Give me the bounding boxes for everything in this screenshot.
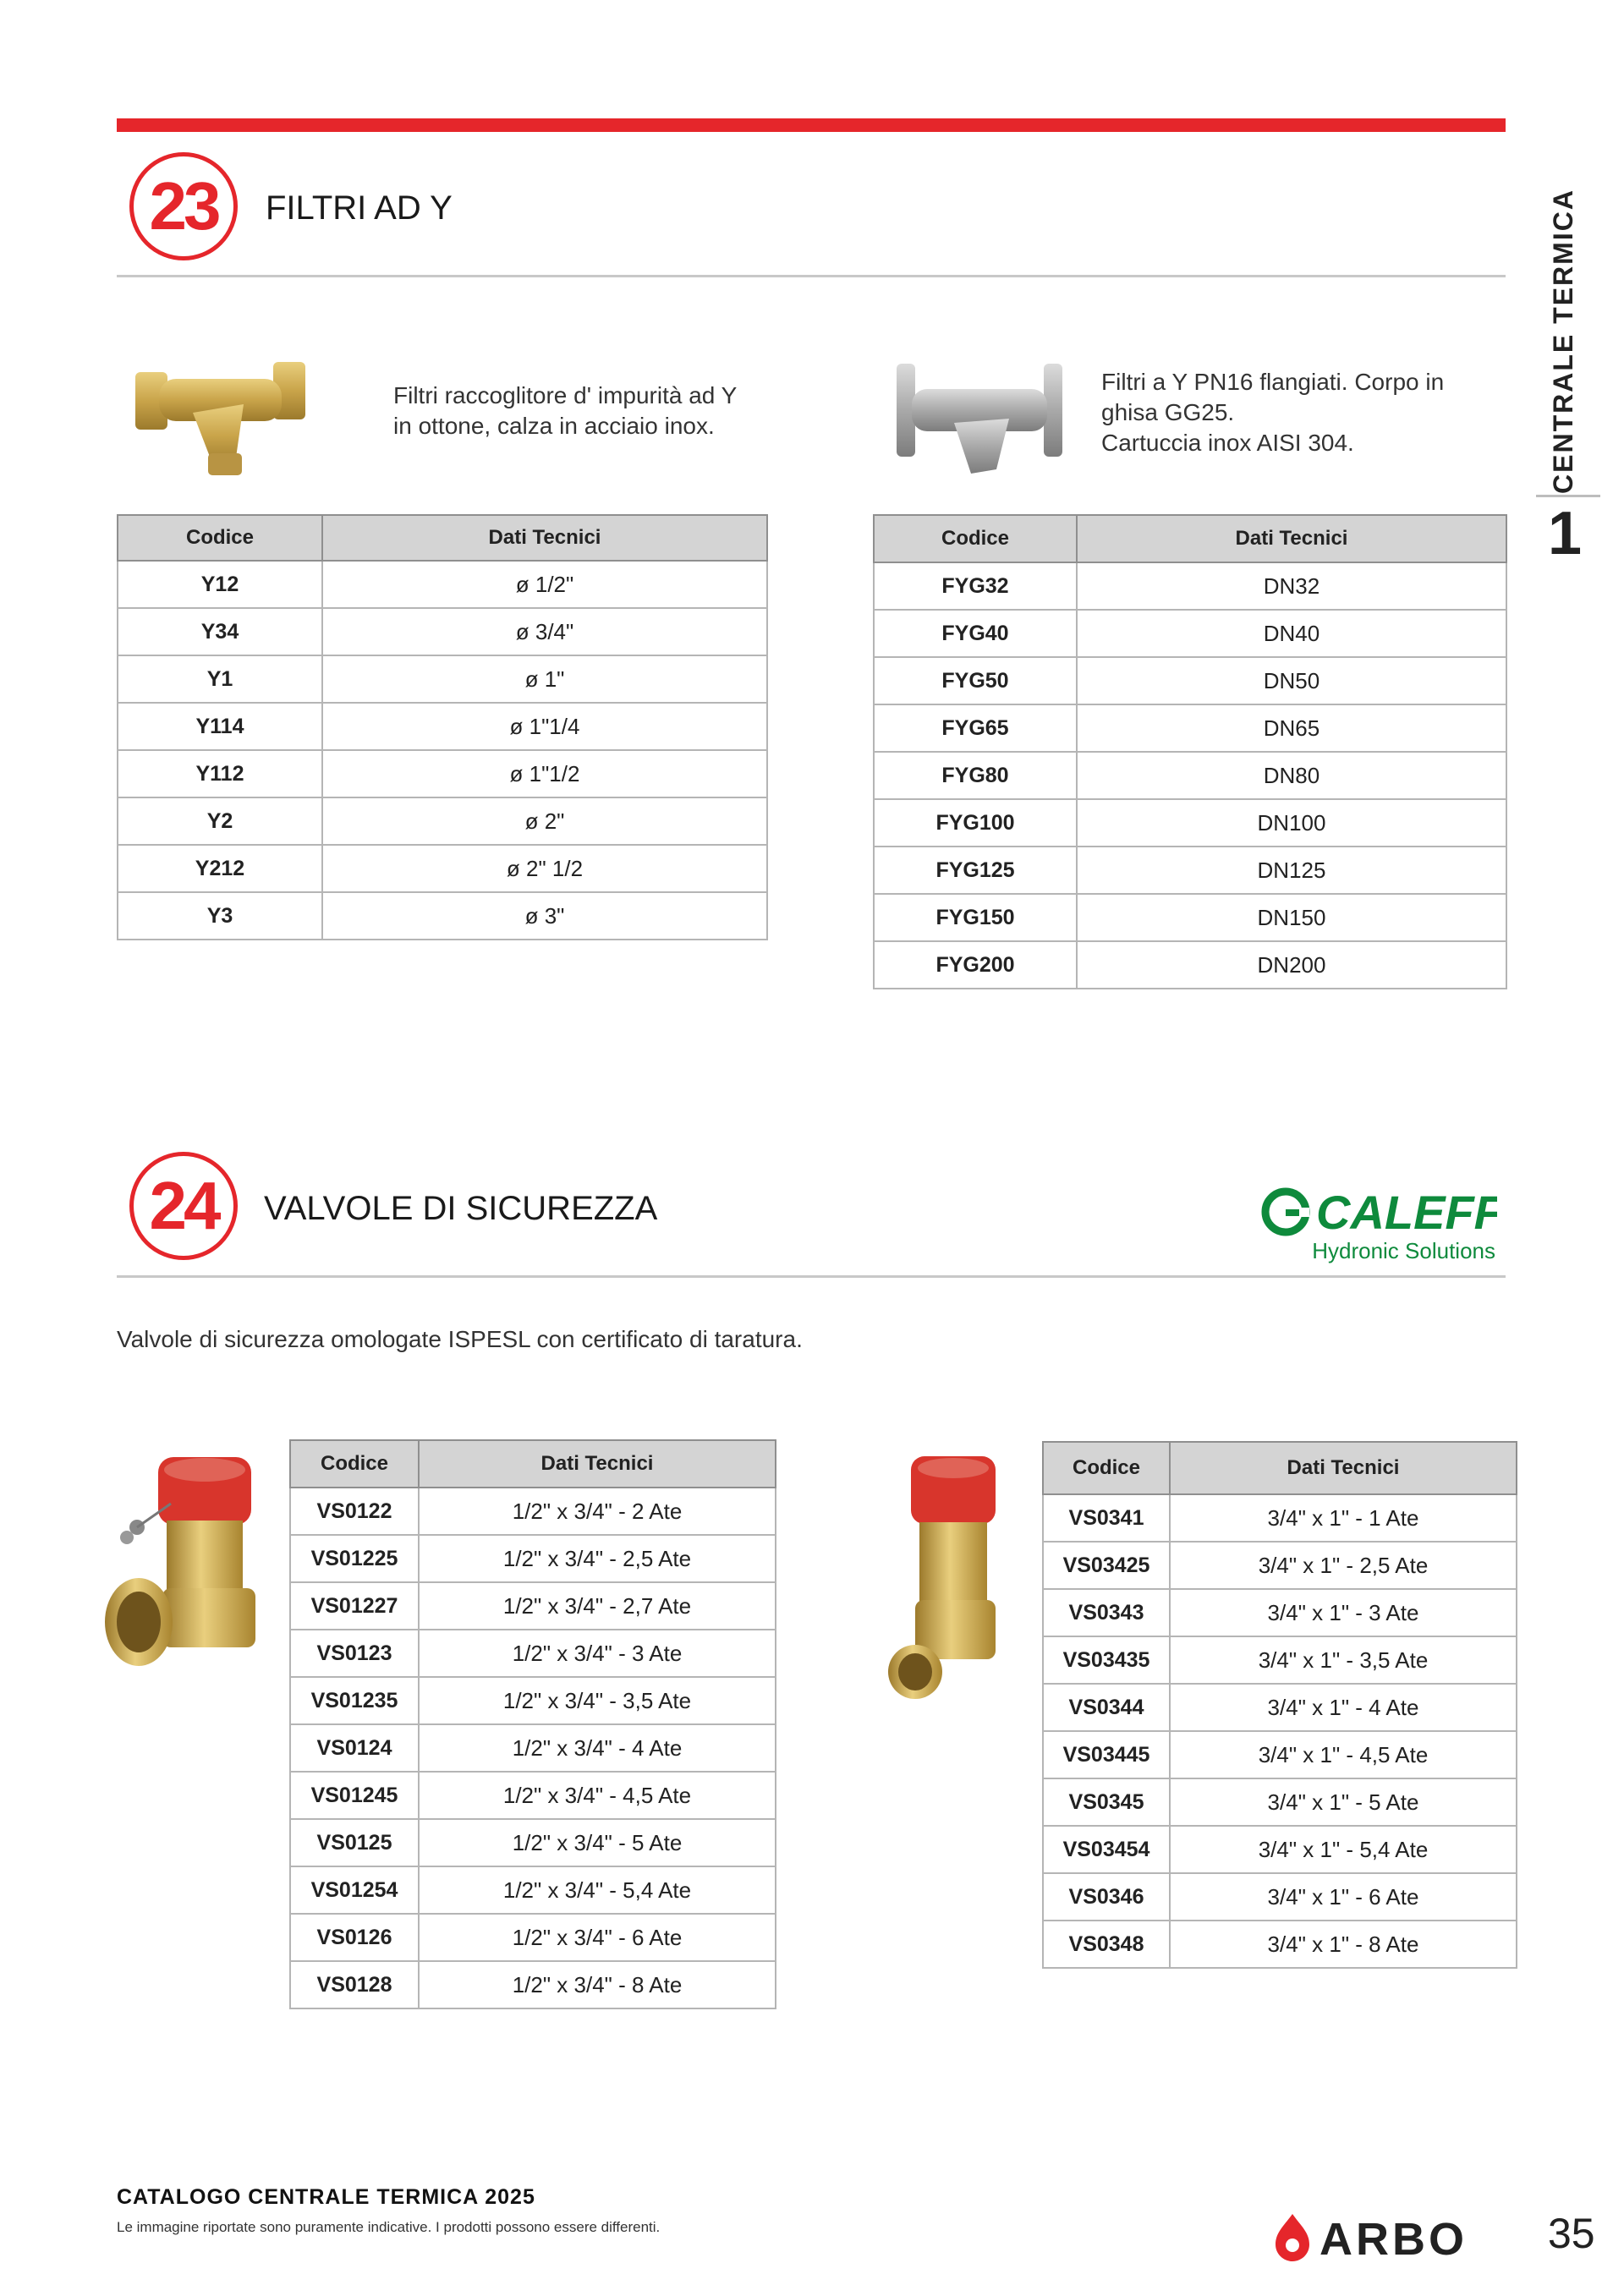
safety-valve-image — [103, 1444, 272, 1698]
table-row: VS01254 1/2" x 3/4" - 5,4 Ate — [290, 1866, 776, 1914]
table-row: FYG150 DN150 — [874, 894, 1506, 941]
table-row: VS0128 1/2" x 3/4" - 8 Ate — [290, 1961, 776, 2008]
side-section-number: 1 — [1548, 500, 1583, 567]
caleffi-wordmark: CALEFFI — [1316, 1186, 1497, 1239]
page-number: 35 — [1548, 2210, 1595, 2257]
table-row: VS0346 3/4" x 1" - 6 Ate — [1043, 1873, 1517, 1921]
table-row: FYG80 DN80 — [874, 752, 1506, 799]
table-row: FYG200 DN200 — [874, 941, 1506, 989]
table-row: Y34 ø 3/4" — [118, 608, 767, 655]
caleffi-tagline: Hydronic Solutions — [1312, 1238, 1495, 1263]
table-row: Y1 ø 1" — [118, 655, 767, 703]
section-description: Valvole di sicurezza omologate ISPESL con certificato di taratura. — [117, 1326, 803, 1352]
table-row: FYG32 DN32 — [874, 562, 1506, 610]
table-row: Y112 ø 1"1/2 — [118, 750, 767, 797]
table-row: VS0344 3/4" x 1" - 4 Ate — [1043, 1684, 1517, 1731]
column-header: Codice — [874, 515, 1077, 562]
brass-y-strainer-image — [134, 353, 307, 480]
column-header: Codice — [118, 515, 322, 561]
catalog-title: CATALOGO CENTRALE TERMICA 2025 — [117, 2185, 535, 2209]
safety-valve-table-3-4 — [1042, 1441, 1517, 1969]
table-row: VS0343 3/4" x 1" - 3 Ate — [1043, 1589, 1517, 1636]
table-row: FYG40 DN40 — [874, 610, 1506, 657]
table-row: VS0126 1/2" x 3/4" - 6 Ate — [290, 1914, 776, 1961]
product-description: Filtri raccoglitore d' impurità ad Y in ottone, calza in acciaio inox. — [393, 382, 738, 439]
table-row: VS03445 3/4" x 1" - 4,5 Ate — [1043, 1731, 1517, 1778]
safety-valve-image — [881, 1448, 1008, 1701]
table-row: VS0345 3/4" x 1" - 5 Ate — [1043, 1778, 1517, 1826]
table-row: FYG100 DN100 — [874, 799, 1506, 847]
side-divider — [1536, 495, 1600, 497]
section-divider — [117, 275, 1506, 277]
section-title: VALVOLE DI SICUREZZA — [264, 1190, 658, 1227]
table-row: Y212 ø 2" 1/2 — [118, 845, 767, 892]
arbo-logo — [1269, 2207, 1489, 2266]
table-row: Y3 ø 3" — [118, 892, 767, 940]
column-header: Dati Tecnici — [322, 515, 767, 561]
table-row: VS0125 1/2" x 3/4" - 5 Ate — [290, 1819, 776, 1866]
table-row: FYG125 DN125 — [874, 847, 1506, 894]
table-row: FYG65 DN65 — [874, 704, 1506, 752]
table-row: FYG50 DN50 — [874, 657, 1506, 704]
top-accent-bar — [117, 118, 1506, 132]
y-filter-table — [117, 514, 768, 940]
side-section-label: CENTRALE TERMICA — [1547, 188, 1578, 494]
flanged-filter-table — [873, 514, 1507, 989]
table-row: VS0341 3/4" x 1" - 1 Ate — [1043, 1494, 1517, 1542]
column-header: Codice — [1043, 1442, 1170, 1494]
column-header: Dati Tecnici — [1077, 515, 1506, 562]
table-row: VS01245 1/2" x 3/4" - 4,5 Ate — [290, 1772, 776, 1819]
safety-valve-table-1-2 — [289, 1439, 776, 2009]
table-row: VS0123 1/2" x 3/4" - 3 Ate — [290, 1630, 776, 1677]
table-row: VS01225 1/2" x 3/4" - 2,5 Ate — [290, 1535, 776, 1582]
table-row: Y2 ø 2" — [118, 797, 767, 845]
section-number-badge: 24 — [129, 1152, 238, 1260]
table-row: VS03454 3/4" x 1" - 5,4 Ate — [1043, 1826, 1517, 1873]
section-title: FILTRI AD Y — [266, 189, 453, 227]
table-row: VS0348 3/4" x 1" - 8 Ate — [1043, 1921, 1517, 1968]
flanged-y-strainer-image — [895, 355, 1064, 482]
section-divider — [117, 1275, 1506, 1278]
column-header: Codice — [290, 1440, 419, 1488]
section-number-badge: 23 — [129, 152, 238, 260]
caleffi-logo — [1260, 1182, 1497, 1275]
table-row: VS0124 1/2" x 3/4" - 4 Ate — [290, 1724, 776, 1772]
table-row: VS03425 3/4" x 1" - 2,5 Ate — [1043, 1542, 1517, 1589]
product-description: Filtri a Y PN16 flangiati. Corpo in ghisa GG25. Cartuccia inox AISI 304. — [1101, 369, 1445, 456]
table-row: VS0122 1/2" x 3/4" - 2 Ate — [290, 1488, 776, 1535]
table-row: VS03435 3/4" x 1" - 3,5 Ate — [1043, 1636, 1517, 1684]
table-row: Y114 ø 1"1/4 — [118, 703, 767, 750]
table-row: Y12 ø 1/2" — [118, 561, 767, 608]
disclaimer-note: Le immagine riportate sono puramente indicative. I prodotti possono essere differenti. — [117, 2219, 661, 2235]
table-row: VS01227 1/2" x 3/4" - 2,7 Ate — [290, 1582, 776, 1630]
table-row: VS01235 1/2" x 3/4" - 3,5 Ate — [290, 1677, 776, 1724]
flame-icon — [1276, 2214, 1309, 2261]
column-header: Dati Tecnici — [419, 1440, 776, 1488]
column-header: Dati Tecnici — [1170, 1442, 1517, 1494]
svg-text:ARBO: ARBO — [1320, 2214, 1468, 2265]
